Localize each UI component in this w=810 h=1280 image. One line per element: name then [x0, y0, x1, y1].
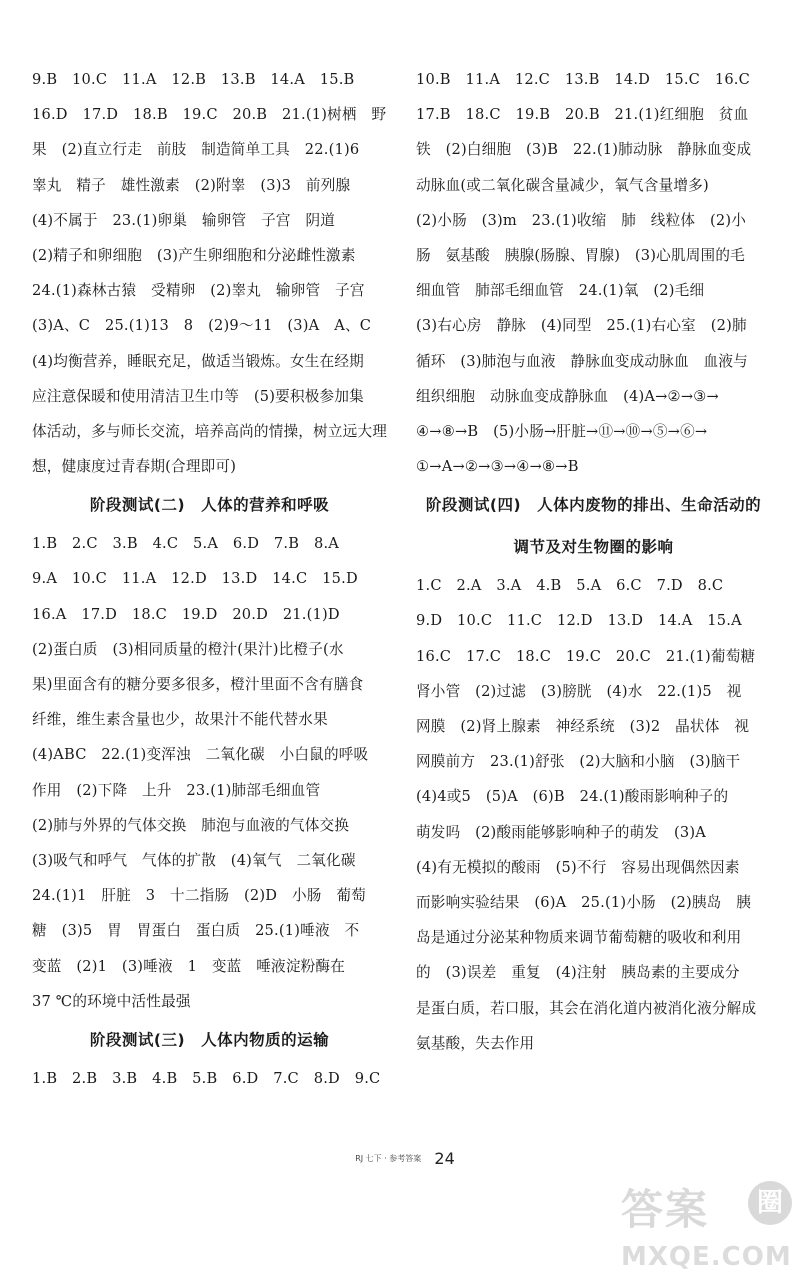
answer-line: 应注意保暖和使用清洁卫生巾等 (5)要积极参加集: [32, 387, 364, 405]
page-footer: [0, 1148, 810, 1168]
answer-line: 作用 (2)下降 上升 23.(1)肺部毛细血管: [32, 781, 321, 799]
watermark-badge-icon: 圈: [748, 1181, 792, 1225]
answer-line: 1.B 2.B 3.B 4.B 5.B 6.D 7.C 8.D 9.C: [32, 1069, 381, 1087]
answer-line: 的 (3)误差 重复 (4)注射 胰岛素的主要成分: [416, 964, 740, 982]
left-column: [32, 62, 387, 1096]
right-column: [416, 62, 771, 1061]
answer-line: 1.B 2.C 3.B 4.C 5.A 6.D 7.B 8.A: [32, 535, 340, 553]
answer-line: (3)吸气和呼气 气体的扩散 (4)氧气 二氧化碳: [32, 851, 356, 869]
section-heading: 阶段测试(二) 人体的营养和呼吸: [89, 496, 330, 515]
answer-line: 是蛋白质，若口服，其会在消化道内被消化液分解成: [416, 999, 757, 1017]
answer-line: 16.C 17.C 18.C 19.C 20.C 21.(1)葡萄糖: [416, 647, 756, 665]
answer-line: 24.(1)1 肝脏 3 十二指肠 (2)D 小肠 葡萄: [32, 887, 366, 905]
watermark-url: MXQE.COM: [621, 1242, 792, 1272]
footer-label: RJ 七下 · 参考答案: [355, 1154, 422, 1163]
answer-line: 萌发吗 (2)酸雨能够影响种子的萌发 (3)A: [416, 823, 706, 841]
section-heading: 阶段测试(三) 人体内物质的运输: [89, 1030, 330, 1049]
answer-line: 岛是通过分泌某种物质来调节葡萄糖的吸收和利用: [416, 929, 742, 947]
section-heading: 阶段测试(四) 人体内废物的排出、生命活动的: [425, 496, 762, 515]
answer-line: (4)均衡营养，睡眠充足，做适当锻炼。女生在经期: [32, 352, 364, 370]
answer-line: 9.B 10.C 11.A 12.B 13.B 14.A 15.B: [32, 71, 355, 88]
answer-line: (4)ABC 22.(1)变浑浊 二氧化碳 小白鼠的呼吸: [32, 746, 369, 764]
answer-line: 37 ℃的环境中活性最强: [32, 992, 191, 1010]
answer-line: ①→A→②→③→④→⑧→B: [416, 458, 579, 476]
page-number: 24: [434, 1149, 455, 1168]
answer-line: 体活动，多与师长交流，培养高尚的情操，树立远大理: [32, 422, 387, 440]
answer-line: 铁 (2)白细胞 (3)B 22.(1)肺动脉 静脉血变成: [416, 141, 752, 159]
section-heading: 调节及对生物圈的影响: [513, 538, 674, 557]
answer-line: 16.A 17.D 18.C 19.D 20.D 21.(1)D: [32, 605, 340, 623]
answer-line: 24.(1)森林古猿 受精卵 (2)睾丸 输卵管 子宫: [32, 282, 365, 300]
answer-line: (2)肺与外界的气体交换 肺泡与血液的气体交换: [32, 816, 350, 834]
answer-line: 睾丸 精子 雄性激素 (2)附睾 (3)3 前列腺: [32, 176, 351, 194]
answer-line: 17.B 18.C 19.B 20.B 21.(1)红细胞 贫血: [416, 106, 749, 124]
answer-line: 网膜 (2)肾上腺素 神经系统 (3)2 晶状体 视: [416, 718, 750, 735]
answer-line: (4)不属于 23.(1)卵巢 输卵管 子宫 阴道: [32, 211, 336, 229]
answer-line: 动脉血(或二氧化碳含量减少，氧气含量增多): [416, 176, 709, 194]
answer-line: 9.A 10.C 11.A 12.D 13.D 14.C 15.D: [32, 570, 358, 588]
answer-line: 想，健康度过青春期(合理即可): [32, 458, 237, 476]
answer-line: (2)精子和卵细胞 (3)产生卵细胞和分泌雌性激素: [32, 246, 356, 264]
answer-line: 细血管 肺部毛细血管 24.(1)氧 (2)毛细: [416, 282, 705, 300]
answer-line: 果 (2)直立行走 前肢 制造简单工具 22.(1)6: [32, 141, 360, 159]
answer-line: (4)有无模拟的酸雨 (5)不行 容易出现偶然因素: [416, 858, 740, 876]
answer-line: 组织细胞 动脉血变成静脉血 (4)A→②→③→: [416, 387, 719, 405]
answer-line: 10.B 11.A 12.C 13.B 14.D 15.C 16.C: [416, 71, 751, 88]
answer-line: 变蓝 (2)1 (3)唾液 1 变蓝 唾液淀粉酶在: [32, 957, 346, 975]
answer-line: ④→⑧→B (5)小肠→肝脏→⑪→⑩→⑤→⑥→: [416, 422, 708, 440]
answer-line: 果)里面含有的糖分要多很多，橙汁里面不含有膳食: [32, 676, 364, 693]
watermark-text: 答案: [621, 1185, 710, 1234]
answer-line: 糖 (3)5 胃 胃蛋白 蛋白质 25.(1)唾液 不: [32, 922, 360, 940]
answer-line: (3)A、C 25.(1)13 8 (2)9～11 (3)A A、C: [32, 317, 372, 335]
answer-line: 循环 (3)肺泡与血液 静脉血变成动脉血 血液与: [416, 352, 748, 370]
answer-line: (2)小肠 (3)m 23.(1)收缩 肺 线粒体 (2)小: [416, 211, 747, 229]
answer-line: 9.D 10.C 11.C 12.D 13.D 14.A 15.A: [416, 612, 742, 630]
answer-line: 肠 氨基酸 胰腺(肠腺、胃腺) (3)心肌周围的毛: [416, 246, 745, 264]
answer-line: 而影响实验结果 (6)A 25.(1)小肠 (2)胰岛 胰: [416, 893, 752, 911]
answer-line: 网膜前方 23.(1)舒张 (2)大脑和小脑 (3)脑干: [416, 753, 741, 771]
answer-line: (4)4或5 (5)A (6)B 24.(1)酸雨影响种子的: [416, 788, 729, 806]
watermark-logo: [621, 1177, 796, 1272]
answer-line: 肾小管 (2)过滤 (3)膀胱 (4)水 22.(1)5 视: [416, 682, 742, 700]
answer-line: (3)右心房 静脉 (4)同型 25.(1)右心室 (2)肺: [416, 317, 747, 335]
answer-line: 16.D 17.D 18.B 19.C 20.B 21.(1)树栖 野: [32, 106, 387, 124]
answer-line: (2)蛋白质 (3)相同质量的橙汁(果汁)比橙子(水: [32, 640, 344, 658]
answer-line: 氨基酸，失去作用: [416, 1034, 535, 1052]
answer-line: 纤维，维生素含量也少，故果汁不能代替水果: [32, 711, 328, 729]
answer-line: 1.C 2.A 3.A 4.B 5.A 6.C 7.D 8.C: [416, 577, 724, 595]
